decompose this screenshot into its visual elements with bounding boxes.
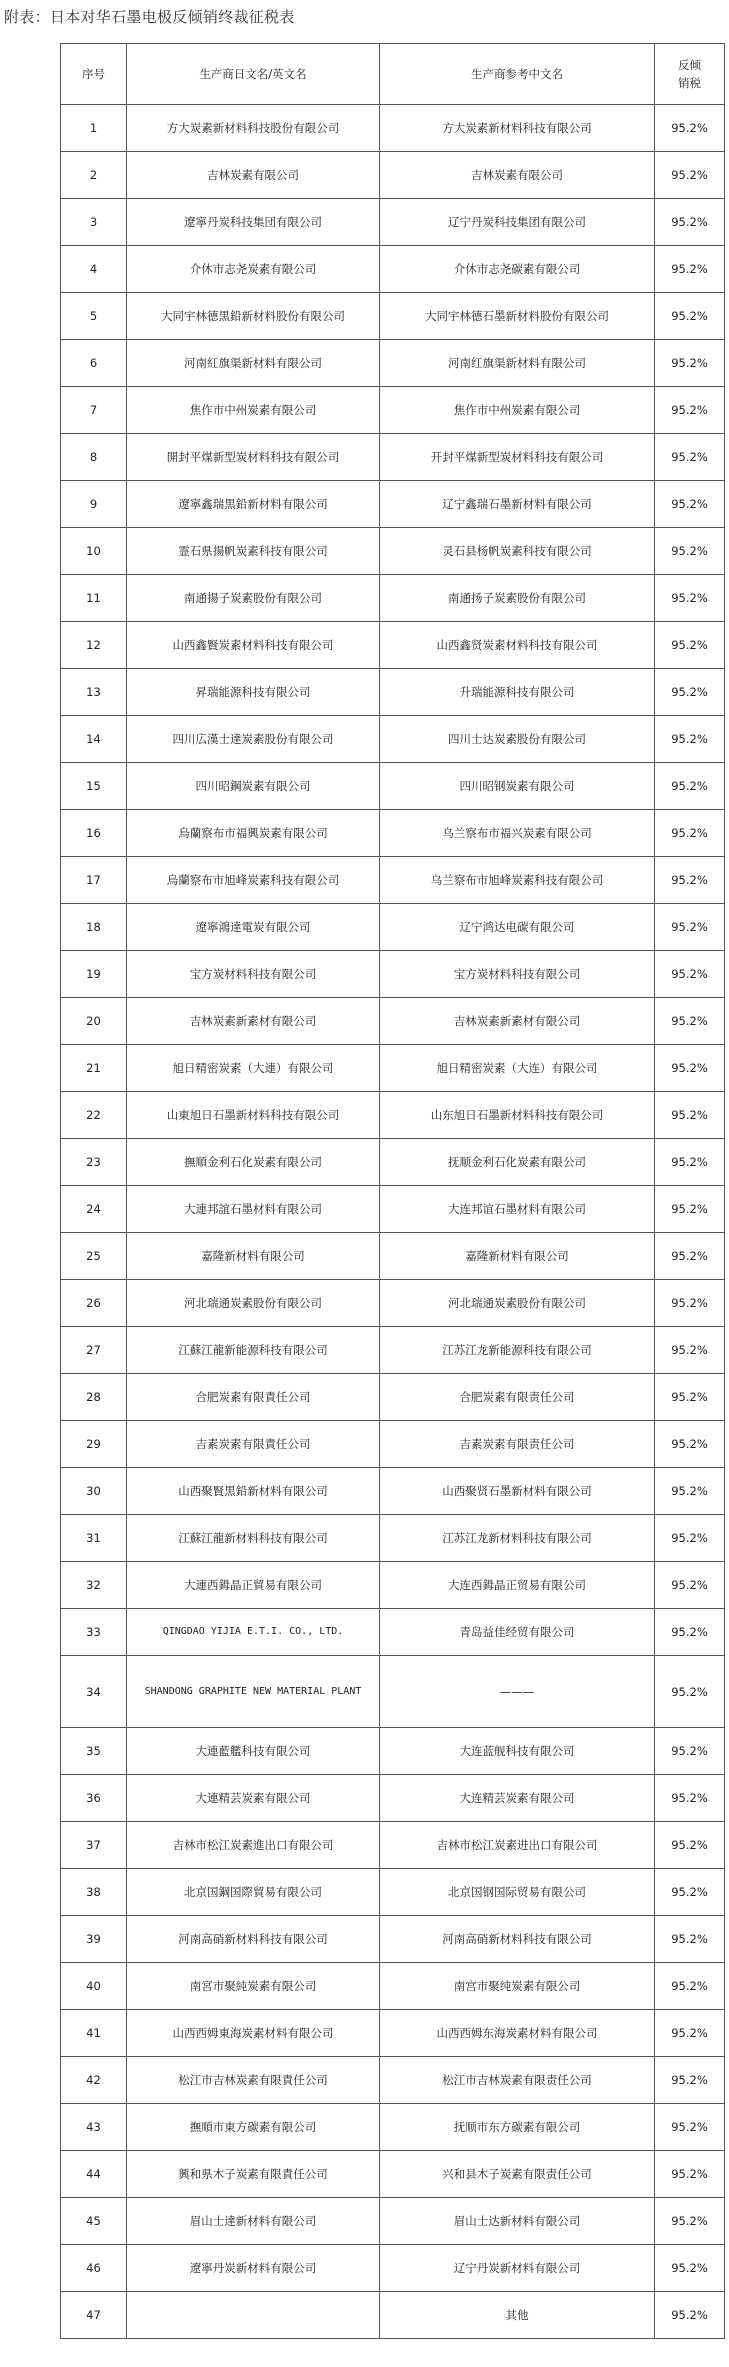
- cell-duty-rate: 95.2%: [655, 1186, 725, 1233]
- cell-serial: 46: [61, 2245, 127, 2292]
- cell-serial: 15: [61, 763, 127, 810]
- cell-japanese-english-name: 撫順市東方碳素有限公司: [127, 2104, 380, 2151]
- cell-japanese-english-name: QINGDAO YIJIA E.T.I. CO., LTD.: [127, 1609, 380, 1656]
- cell-serial: 21: [61, 1045, 127, 1092]
- cell-duty-rate: 95.2%: [655, 810, 725, 857]
- table-row: [61, 199, 725, 246]
- table-row: [61, 904, 725, 951]
- cell-chinese-name: 抚顺市东方碳素有限公司: [380, 2104, 655, 2151]
- cell-serial: 7: [61, 387, 127, 434]
- table-row: [61, 622, 725, 669]
- cell-duty-rate: 95.2%: [655, 1421, 725, 1468]
- table-row: [61, 1468, 725, 1515]
- cell-serial: 37: [61, 1822, 127, 1869]
- cell-chinese-name: 四川士达炭素股份有限公司: [380, 716, 655, 763]
- table-row: [61, 434, 725, 481]
- cell-chinese-name: 青岛益佳经贸有限公司: [380, 1609, 655, 1656]
- cell-chinese-name: 乌兰察布市福兴炭素有限公司: [380, 810, 655, 857]
- cell-duty-rate: 95.2%: [655, 340, 725, 387]
- cell-japanese-english-name: 大同宇林德黒鉛新材料股份有限公司: [127, 293, 380, 340]
- cell-duty-rate: 95.2%: [655, 622, 725, 669]
- cell-serial: 19: [61, 951, 127, 998]
- cell-japanese-english-name: 烏蘭察布市旭峰炭素科技有限公司: [127, 857, 380, 904]
- table-row: [61, 2292, 725, 2339]
- cell-chinese-name: 辽宁丹炭新材料有限公司: [380, 2245, 655, 2292]
- cell-japanese-english-name: 興和県木子炭素有限責任公司: [127, 2151, 380, 2198]
- cell-chinese-name: 吉林炭素有限公司: [380, 152, 655, 199]
- cell-chinese-name: 合肥炭素有限责任公司: [380, 1374, 655, 1421]
- cell-chinese-name: 介休市志尧碳素有限公司: [380, 246, 655, 293]
- table-row: [61, 1186, 725, 1233]
- cell-serial: 16: [61, 810, 127, 857]
- table-row: [61, 1374, 725, 1421]
- cell-duty-rate: 95.2%: [655, 951, 725, 998]
- table-row: [61, 857, 725, 904]
- cell-serial: 1: [61, 105, 127, 152]
- cell-duty-rate: 95.2%: [655, 2151, 725, 2198]
- cell-serial: 40: [61, 1963, 127, 2010]
- cell-duty-rate: 95.2%: [655, 1233, 725, 1280]
- cell-duty-rate: 95.2%: [655, 387, 725, 434]
- cell-duty-rate: 95.2%: [655, 998, 725, 1045]
- table-row: [61, 1045, 725, 1092]
- cell-chinese-name: 河南红旗渠新材料有限公司: [380, 340, 655, 387]
- cell-serial: 34: [61, 1656, 127, 1728]
- cell-japanese-english-name: 大連藍艦科技有限公司: [127, 1728, 380, 1775]
- cell-japanese-english-name: [127, 2292, 380, 2339]
- table-row: [61, 716, 725, 763]
- table-row: [61, 1327, 725, 1374]
- cell-chinese-name: 大连西鉧晶正贸易有限公司: [380, 1562, 655, 1609]
- cell-chinese-name: 眉山士达新材料有限公司: [380, 2198, 655, 2245]
- header-chinese-name: 生产商参考中文名: [380, 44, 655, 105]
- cell-chinese-name: 四川昭钢炭素有限公司: [380, 763, 655, 810]
- cell-japanese-english-name: 宝方炭材料科技有限公司: [127, 951, 380, 998]
- cell-serial: 6: [61, 340, 127, 387]
- cell-duty-rate: 95.2%: [655, 105, 725, 152]
- cell-duty-rate: 95.2%: [655, 246, 725, 293]
- cell-chinese-name: 辽宁丹炭科技集团有限公司: [380, 199, 655, 246]
- cell-duty-rate: 95.2%: [655, 1822, 725, 1869]
- cell-japanese-english-name: 四川広漢士達炭素股份有限公司: [127, 716, 380, 763]
- cell-duty-rate: 95.2%: [655, 904, 725, 951]
- table-row: [61, 1280, 725, 1327]
- cell-duty-rate: 95.2%: [655, 293, 725, 340]
- cell-japanese-english-name: 旭日精密炭素（大連）有限公司: [127, 1045, 380, 1092]
- table-row: [61, 998, 725, 1045]
- cell-chinese-name: 山西西姆东海炭素材料有限公司: [380, 2010, 655, 2057]
- table-row: [61, 152, 725, 199]
- cell-chinese-name: 北京国钢国际贸易有限公司: [380, 1869, 655, 1916]
- table-row: [61, 2151, 725, 2198]
- cell-serial: 8: [61, 434, 127, 481]
- cell-japanese-english-name: 吉林市松江炭素進出口有限公司: [127, 1822, 380, 1869]
- cell-chinese-name: 江苏江龙新能源科技有限公司: [380, 1327, 655, 1374]
- cell-japanese-english-name: 撫順金利石化炭素有限公司: [127, 1139, 380, 1186]
- cell-duty-rate: 95.2%: [655, 669, 725, 716]
- tariff-table: [60, 43, 725, 2339]
- cell-chinese-name: 河北瑞通炭素股份有限公司: [380, 1280, 655, 1327]
- cell-chinese-name: ———: [380, 1656, 655, 1728]
- cell-chinese-name: 其他: [380, 2292, 655, 2339]
- cell-duty-rate: 95.2%: [655, 2010, 725, 2057]
- cell-japanese-english-name: 開封平煤新型炭材料科技有限公司: [127, 434, 380, 481]
- table-row: [61, 293, 725, 340]
- table-row: [61, 2057, 725, 2104]
- table-row: [61, 763, 725, 810]
- header-duty-rate: 反倾 销税: [655, 44, 725, 105]
- table-row: [61, 1233, 725, 1280]
- cell-serial: 14: [61, 716, 127, 763]
- cell-chinese-name: 松江市吉林炭素有限责任公司: [380, 2057, 655, 2104]
- table-row: [61, 2104, 725, 2151]
- cell-japanese-english-name: 遼寧鑫瑞黒鉛新材料有限公司: [127, 481, 380, 528]
- table-row: [61, 340, 725, 387]
- cell-duty-rate: 95.2%: [655, 1092, 725, 1139]
- cell-serial: 30: [61, 1468, 127, 1515]
- cell-duty-rate: 95.2%: [655, 481, 725, 528]
- cell-japanese-english-name: 山東旭日石墨新材料科技有限公司: [127, 1092, 380, 1139]
- cell-duty-rate: 95.2%: [655, 152, 725, 199]
- cell-duty-rate: 95.2%: [655, 2245, 725, 2292]
- header-serial: 序号: [61, 44, 127, 105]
- cell-serial: 41: [61, 2010, 127, 2057]
- cell-serial: 4: [61, 246, 127, 293]
- table-row: [61, 1139, 725, 1186]
- table-row: [61, 1728, 725, 1775]
- cell-japanese-english-name: 河南高硝新材料科技有限公司: [127, 1916, 380, 1963]
- cell-japanese-english-name: 遼寧鴻達電炭有限公司: [127, 904, 380, 951]
- cell-duty-rate: 95.2%: [655, 2057, 725, 2104]
- cell-duty-rate: 95.2%: [655, 1609, 725, 1656]
- cell-chinese-name: 乌兰察布市旭峰炭素科技有限公司: [380, 857, 655, 904]
- cell-chinese-name: 嘉隆新材料有限公司: [380, 1233, 655, 1280]
- cell-japanese-english-name: 吉素炭素有限責任公司: [127, 1421, 380, 1468]
- cell-serial: 36: [61, 1775, 127, 1822]
- cell-chinese-name: 焦作市中州炭素有限公司: [380, 387, 655, 434]
- cell-duty-rate: 95.2%: [655, 1775, 725, 1822]
- cell-japanese-english-name: SHANDONG GRAPHITE NEW MATERIAL PLANT: [127, 1656, 380, 1728]
- cell-japanese-english-name: 霊石県揚帆炭素科技有限公司: [127, 528, 380, 575]
- table-row: [61, 810, 725, 857]
- cell-japanese-english-name: 吉林炭素新素材有限公司: [127, 998, 380, 1045]
- cell-duty-rate: 95.2%: [655, 1728, 725, 1775]
- cell-serial: 22: [61, 1092, 127, 1139]
- cell-japanese-english-name: 大連邦誼石墨材料有限公司: [127, 1186, 380, 1233]
- cell-serial: 3: [61, 199, 127, 246]
- cell-serial: 20: [61, 998, 127, 1045]
- cell-serial: 44: [61, 2151, 127, 2198]
- cell-serial: 11: [61, 575, 127, 622]
- cell-japanese-english-name: 遼寧丹炭科技集団有限公司: [127, 199, 380, 246]
- cell-duty-rate: 95.2%: [655, 1869, 725, 1916]
- cell-chinese-name: 大同宇林德石墨新材料股份有限公司: [380, 293, 655, 340]
- table-row: [61, 1869, 725, 1916]
- table-row: [61, 1421, 725, 1468]
- cell-serial: 42: [61, 2057, 127, 2104]
- cell-chinese-name: 宝方炭材料科技有限公司: [380, 951, 655, 998]
- cell-japanese-english-name: 大連西鉧晶正貿易有限公司: [127, 1562, 380, 1609]
- cell-chinese-name: 吉林市松江炭素进出口有限公司: [380, 1822, 655, 1869]
- cell-japanese-english-name: 河南紅旗渠新材料有限公司: [127, 340, 380, 387]
- table-header-row: [61, 44, 725, 105]
- table-row: [61, 481, 725, 528]
- table-row: [61, 246, 725, 293]
- cell-serial: 35: [61, 1728, 127, 1775]
- cell-serial: 43: [61, 2104, 127, 2151]
- cell-chinese-name: 大连邦谊石墨材料有限公司: [380, 1186, 655, 1233]
- table-body: [61, 105, 725, 2339]
- cell-serial: 23: [61, 1139, 127, 1186]
- cell-japanese-english-name: 松江市吉林炭素有限責任公司: [127, 2057, 380, 2104]
- table-row: [61, 575, 725, 622]
- cell-duty-rate: 95.2%: [655, 716, 725, 763]
- cell-serial: 32: [61, 1562, 127, 1609]
- cell-serial: 47: [61, 2292, 127, 2339]
- cell-chinese-name: 南通扬子炭素股份有限公司: [380, 575, 655, 622]
- cell-japanese-english-name: 焦作市中州炭素有限公司: [127, 387, 380, 434]
- cell-chinese-name: 山西鑫贤炭素材料科技有限公司: [380, 622, 655, 669]
- cell-japanese-english-name: 山西西姆東海炭素材料有限公司: [127, 2010, 380, 2057]
- table-row: [61, 2198, 725, 2245]
- cell-chinese-name: 旭日精密炭素（大连）有限公司: [380, 1045, 655, 1092]
- cell-duty-rate: 95.2%: [655, 1562, 725, 1609]
- cell-duty-rate: 95.2%: [655, 199, 725, 246]
- table-row: [61, 1963, 725, 2010]
- cell-serial: 31: [61, 1515, 127, 1562]
- cell-serial: 12: [61, 622, 127, 669]
- cell-japanese-english-name: 大連精芸炭素有限公司: [127, 1775, 380, 1822]
- table-row: [61, 669, 725, 716]
- table-row: [61, 2245, 725, 2292]
- cell-serial: 24: [61, 1186, 127, 1233]
- cell-japanese-english-name: 吉林炭素有限公司: [127, 152, 380, 199]
- cell-japanese-english-name: 昇瑞能源科技有限公司: [127, 669, 380, 716]
- cell-serial: 18: [61, 904, 127, 951]
- cell-duty-rate: 95.2%: [655, 2198, 725, 2245]
- cell-duty-rate: 95.2%: [655, 1656, 725, 1728]
- cell-serial: 26: [61, 1280, 127, 1327]
- page-title: 附表：日本对华石墨电极反倾销终裁征税表: [4, 8, 295, 26]
- cell-duty-rate: 95.2%: [655, 528, 725, 575]
- cell-duty-rate: 95.2%: [655, 1327, 725, 1374]
- cell-chinese-name: 兴和县木子炭素有限责任公司: [380, 2151, 655, 2198]
- cell-duty-rate: 95.2%: [655, 763, 725, 810]
- cell-serial: 9: [61, 481, 127, 528]
- cell-serial: 29: [61, 1421, 127, 1468]
- cell-duty-rate: 95.2%: [655, 434, 725, 481]
- cell-japanese-english-name: 江蘇江龍新材料科技有限公司: [127, 1515, 380, 1562]
- cell-chinese-name: 吉素炭素有限责任公司: [380, 1421, 655, 1468]
- cell-duty-rate: 95.2%: [655, 575, 725, 622]
- cell-chinese-name: 辽宁鸿达电碳有限公司: [380, 904, 655, 951]
- cell-chinese-name: 灵石县杨帆炭素科技有限公司: [380, 528, 655, 575]
- cell-chinese-name: 开封平煤新型炭材料科技有限公司: [380, 434, 655, 481]
- table-row: [61, 1092, 725, 1139]
- table-row: [61, 105, 725, 152]
- table-row: [61, 1822, 725, 1869]
- cell-japanese-english-name: 合肥炭素有限責任公司: [127, 1374, 380, 1421]
- cell-chinese-name: 山西聚贤石墨新材料有限公司: [380, 1468, 655, 1515]
- cell-serial: 28: [61, 1374, 127, 1421]
- cell-japanese-english-name: 介休市志尧炭素有限公司: [127, 246, 380, 293]
- table-row: [61, 1609, 725, 1656]
- table-row: [61, 387, 725, 434]
- cell-japanese-english-name: 嘉隆新材料有限公司: [127, 1233, 380, 1280]
- table-row: [61, 1775, 725, 1822]
- cell-duty-rate: 95.2%: [655, 1280, 725, 1327]
- cell-chinese-name: 方大炭素新材料科技有限公司: [380, 105, 655, 152]
- cell-duty-rate: 95.2%: [655, 2292, 725, 2339]
- cell-serial: 10: [61, 528, 127, 575]
- cell-chinese-name: 南宫市聚纯炭素有限公司: [380, 1963, 655, 2010]
- cell-chinese-name: 河南高硝新材料科技有限公司: [380, 1916, 655, 1963]
- cell-serial: 25: [61, 1233, 127, 1280]
- cell-japanese-english-name: 四川昭鋼炭素有限公司: [127, 763, 380, 810]
- cell-serial: 38: [61, 1869, 127, 1916]
- cell-duty-rate: 95.2%: [655, 1374, 725, 1421]
- cell-duty-rate: 95.2%: [655, 1515, 725, 1562]
- cell-japanese-english-name: 山西聚賢黒鉛新材料有限公司: [127, 1468, 380, 1515]
- cell-chinese-name: 辽宁鑫瑞石墨新材料有限公司: [380, 481, 655, 528]
- table-row: [61, 1656, 725, 1728]
- cell-chinese-name: 抚顺金利石化炭素有限公司: [380, 1139, 655, 1186]
- cell-japanese-english-name: 南宮市聚純炭素有限公司: [127, 1963, 380, 2010]
- cell-japanese-english-name: 山西鑫賢炭素材料科技有限公司: [127, 622, 380, 669]
- cell-serial: 13: [61, 669, 127, 716]
- cell-duty-rate: 95.2%: [655, 1139, 725, 1186]
- cell-serial: 27: [61, 1327, 127, 1374]
- cell-japanese-english-name: 眉山士達新材料有限公司: [127, 2198, 380, 2245]
- cell-serial: 5: [61, 293, 127, 340]
- cell-japanese-english-name: 江蘇江龍新能源科技有限公司: [127, 1327, 380, 1374]
- cell-japanese-english-name: 河北瑞通炭素股份有限公司: [127, 1280, 380, 1327]
- cell-japanese-english-name: 方大炭素新材料科技股份有限公司: [127, 105, 380, 152]
- cell-chinese-name: 大连蓝舰科技有限公司: [380, 1728, 655, 1775]
- cell-serial: 33: [61, 1609, 127, 1656]
- cell-chinese-name: 大连精芸炭素有限公司: [380, 1775, 655, 1822]
- cell-serial: 2: [61, 152, 127, 199]
- cell-duty-rate: 95.2%: [655, 2104, 725, 2151]
- cell-duty-rate: 95.2%: [655, 1963, 725, 2010]
- table-row: [61, 1515, 725, 1562]
- cell-japanese-english-name: 烏蘭察布市福興炭素有限公司: [127, 810, 380, 857]
- cell-duty-rate: 95.2%: [655, 1045, 725, 1092]
- table-row: [61, 1562, 725, 1609]
- table-row: [61, 951, 725, 998]
- cell-serial: 39: [61, 1916, 127, 1963]
- cell-japanese-english-name: 遼寧丹炭新材料有限公司: [127, 2245, 380, 2292]
- table-row: [61, 1916, 725, 1963]
- cell-duty-rate: 95.2%: [655, 857, 725, 904]
- cell-japanese-english-name: 南通揚子炭素股份有限公司: [127, 575, 380, 622]
- table-row: [61, 2010, 725, 2057]
- cell-chinese-name: 江苏江龙新材料科技有限公司: [380, 1515, 655, 1562]
- cell-serial: 45: [61, 2198, 127, 2245]
- cell-chinese-name: 升瑞能源科技有限公司: [380, 669, 655, 716]
- cell-duty-rate: 95.2%: [655, 1468, 725, 1515]
- cell-japanese-english-name: 北京国鋼国際貿易有限公司: [127, 1869, 380, 1916]
- cell-serial: 17: [61, 857, 127, 904]
- header-japanese-english-name: 生产商日文名/英文名: [127, 44, 380, 105]
- cell-chinese-name: 山东旭日石墨新材料科技有限公司: [380, 1092, 655, 1139]
- cell-chinese-name: 吉林炭素新素材有限公司: [380, 998, 655, 1045]
- cell-duty-rate: 95.2%: [655, 1916, 725, 1963]
- table-row: [61, 528, 725, 575]
